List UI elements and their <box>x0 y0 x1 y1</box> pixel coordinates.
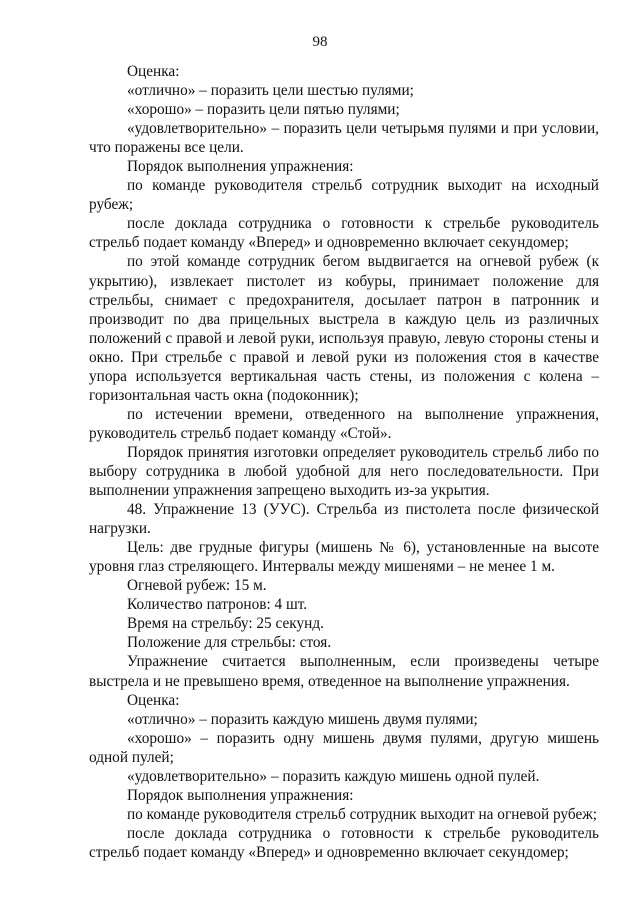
section-heading: 48. Упражнение 13 (УУС). Стрельба из пистолета после физической нагрузки. <box>89 501 599 538</box>
paragraph: по команде руководителя стрельб сотрудник выходит на огневой рубеж; <box>127 805 598 823</box>
paragraph: «отлично» – поразить цели шестью пулями; <box>127 82 414 100</box>
paragraph: Положение для стрельбы: стоя. <box>127 634 332 652</box>
paragraph: Время на стрельбу: 25 секунд. <box>127 615 324 633</box>
paragraph: Порядок выполнения упражнения: <box>127 786 354 804</box>
paragraph: Оценка: <box>127 63 180 80</box>
paragraph: Количество патронов: 4 шт. <box>127 596 308 614</box>
paragraph: «хорошо» – поразить одну мишень двумя пулями, другую мишень одной пулей; <box>89 729 599 766</box>
paragraph: по команде руководителя стрельб сотрудник выходит на исходный рубеж; <box>89 177 599 214</box>
paragraph: после доклада сотрудника о готовности к стрельбе руководитель стрельб подает команду «Вперед» и одновременно включает секундомер; <box>89 215 599 252</box>
paragraph: «хорошо» – поразить цели пятью пулями; <box>127 101 400 119</box>
paragraph: «удовлетворительно» – поразить цели четырьмя пулями и при условии, что поражены все цели. <box>89 120 599 157</box>
paragraph: «удовлетворительно» – поразить каждую мишень одной пулей. <box>127 767 540 785</box>
paragraph: Порядок выполнения упражнения: <box>127 158 354 176</box>
paragraph: «отлично» – поразить каждую мишень двумя пулями; <box>127 710 478 728</box>
paragraph: по истечении времени, отведенного на выполнение упражнения, руководитель стрельб подает команду «Стой». <box>89 405 599 442</box>
paragraph: Огневой рубеж: 15 м. <box>127 577 267 595</box>
paragraph: Цель: две грудные фигуры (мишень № 6), установленные на высоте уровня глаз стреляющего. Интервалы между мишенями – не менее 1 м. <box>89 539 599 576</box>
paragraph: по этой команде сотрудник бегом выдвигается на огневой рубеж (к укрытию), извлекает пистолет из кобуры, принимает положение для стрельбы, снимает с предохранителя, досылает патрон в патронник и производит по два прицельных выстрела в каждую цель из различных положений с правой и левой руки, используя правую, левую стороны стены и окно. При стрельбе с правой и левой руки из положения стоя в качестве упора используется вертикальная часть стены, из положения с колена – горизонтальная часть окна (подоконник); <box>89 253 599 404</box>
document-body <box>89 62 599 862</box>
paragraph: Оценка: <box>127 691 180 709</box>
paragraph: после доклада сотрудника о готовности к стрельбе руководитель стрельб подает команду «Вперед» и одновременно включает секундомер; <box>89 824 599 861</box>
page-number: 98 <box>312 34 328 50</box>
paragraph: Упражнение считается выполненным, если произведены четыре выстрела и не превышено время, отведенное на выполнение упражнения. <box>89 653 599 690</box>
paragraph: Порядок принятия изготовки определяет руководитель стрельб либо по выбору сотрудника в любой удобной для него последовательности. При выполнении упражнения запрещено выходить из-за укрытия. <box>89 443 599 500</box>
